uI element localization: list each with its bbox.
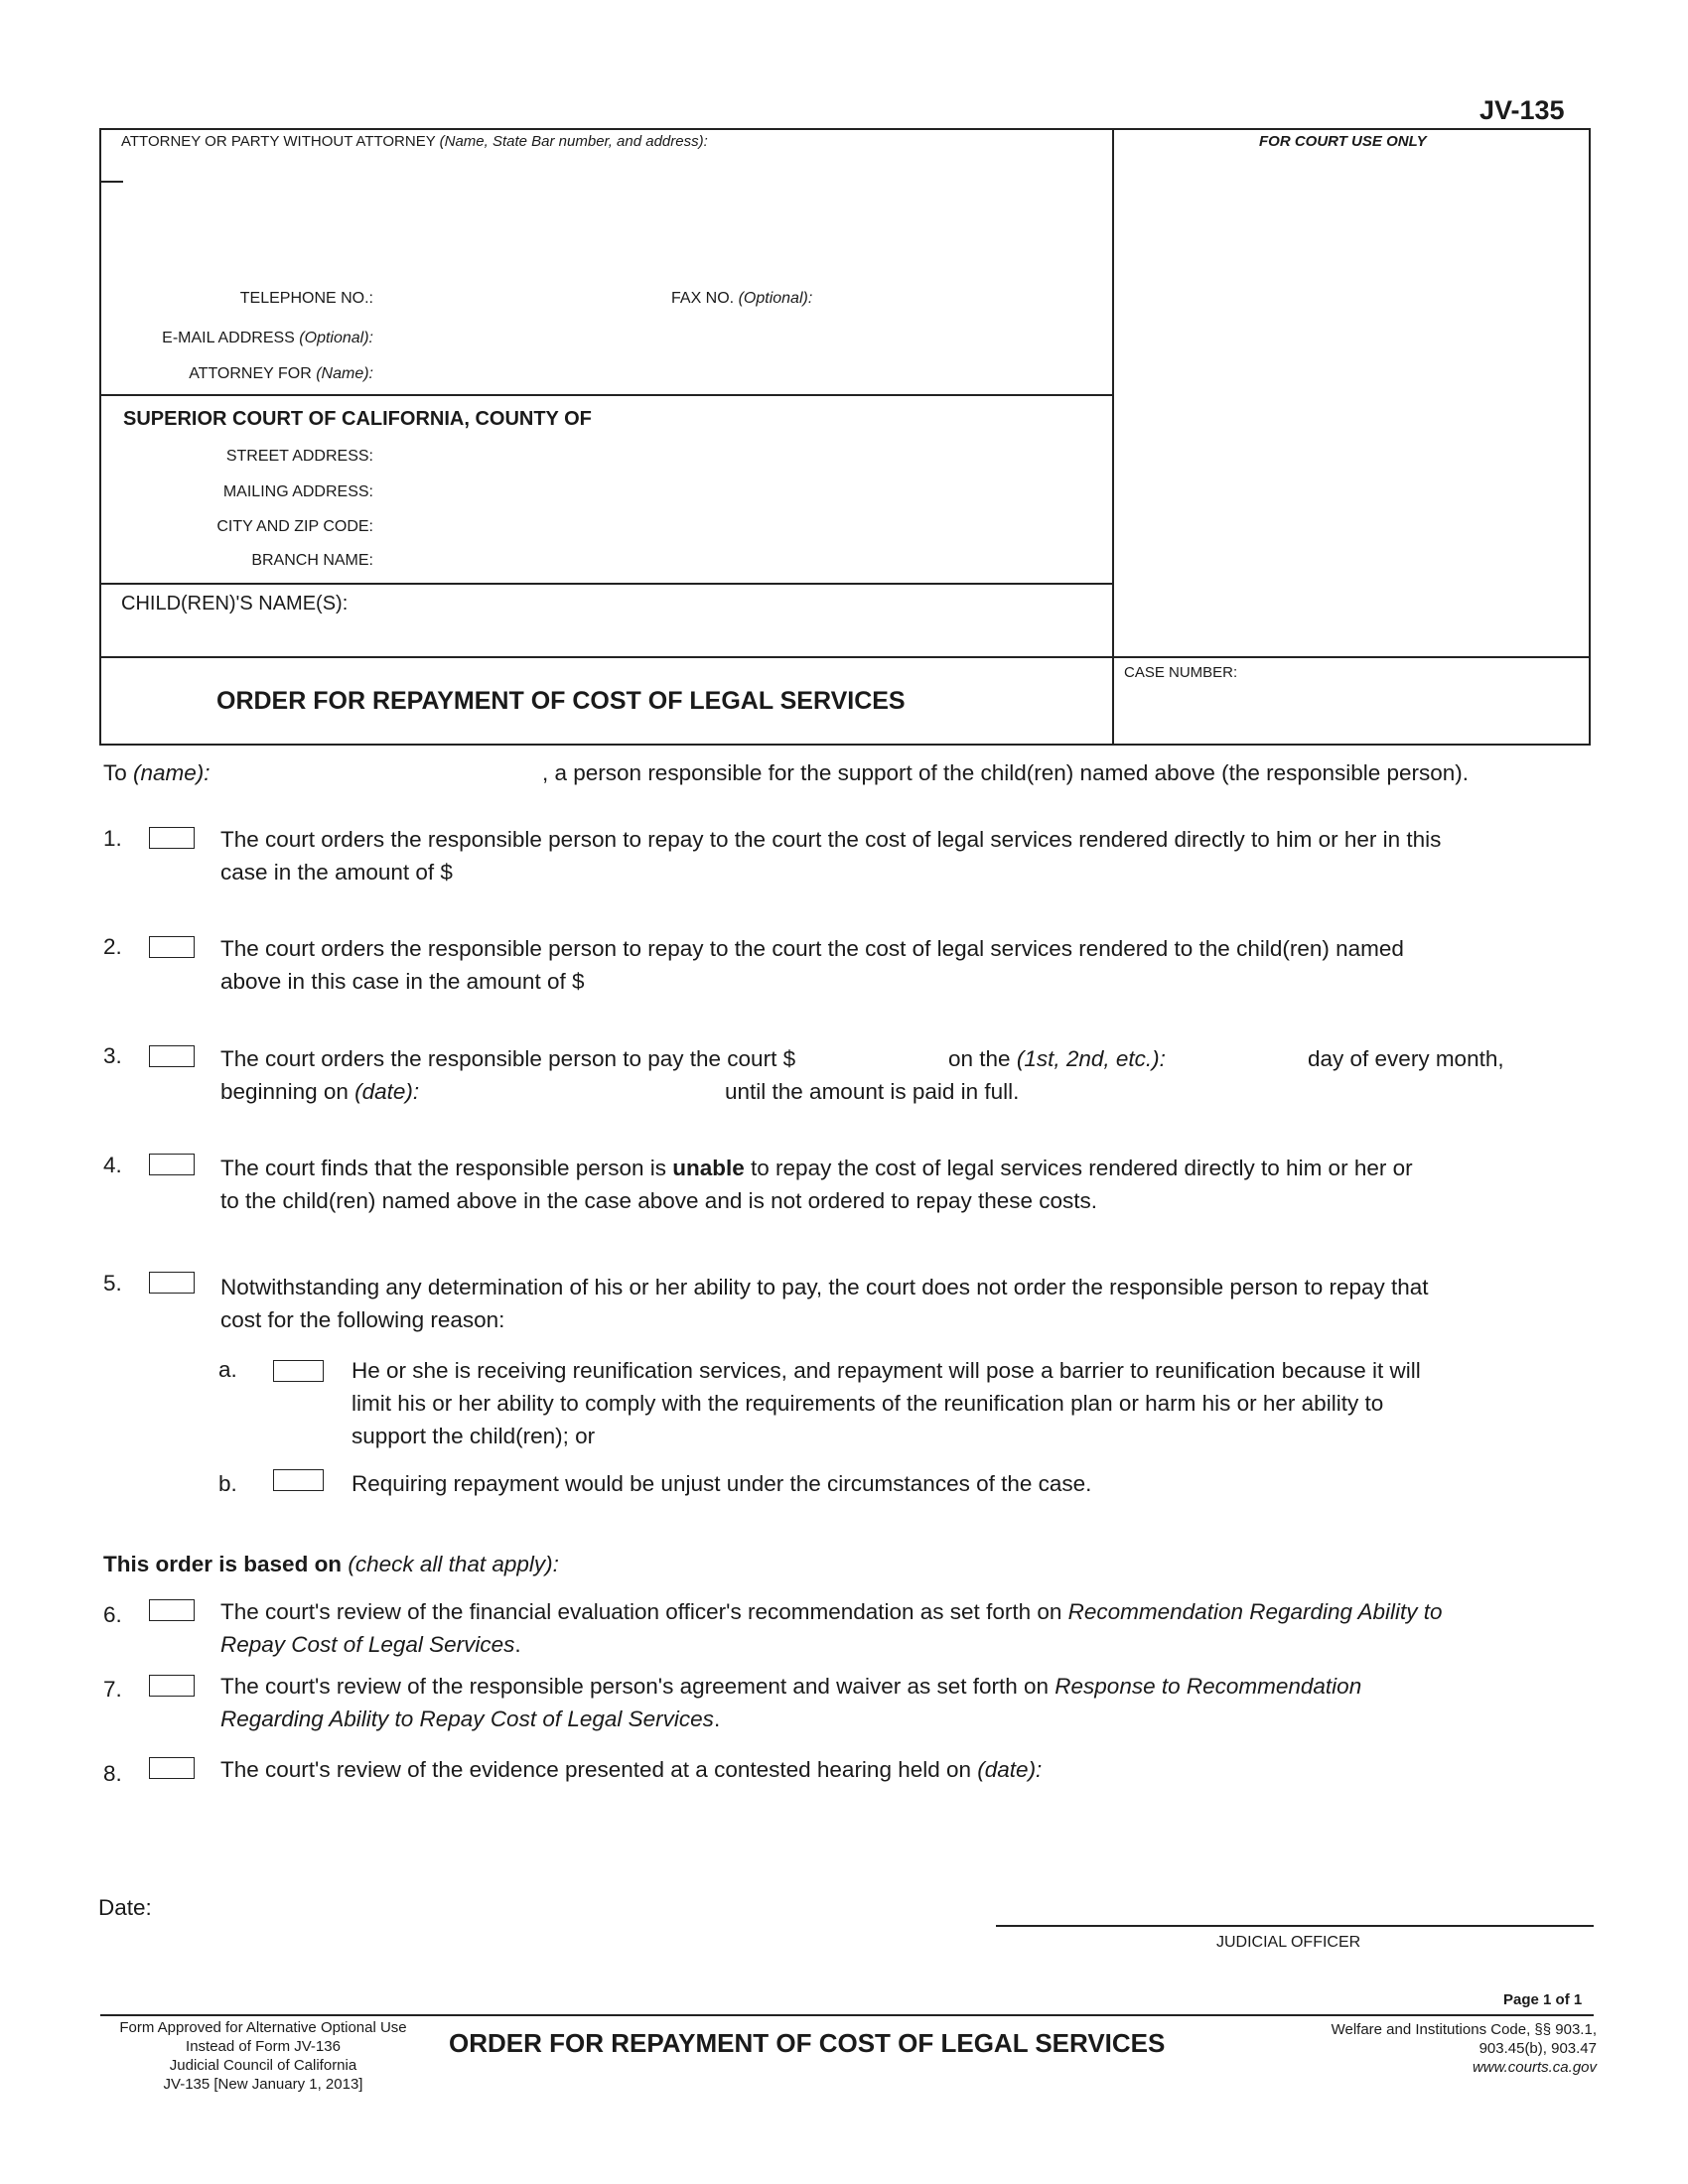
form-title: ORDER FOR REPAYMENT OF COST OF LEGAL SERVICES	[216, 687, 906, 715]
item-5b-text: Requiring repayment would be unjust under the circumstances of the case.	[352, 1471, 1092, 1496]
item-1-text: The court orders the responsible person to repay to the court the cost of legal services rendered directly to him or her in this case in the amount of $	[220, 827, 1442, 885]
divider	[101, 583, 1112, 585]
item-3-checkbox[interactable]	[149, 1045, 195, 1067]
form-number: JV-135	[1479, 95, 1565, 125]
court-name: SUPERIOR COURT OF CALIFORNIA, COUNTY OF	[123, 408, 592, 430]
branch-name-label: BRANCH NAME:	[251, 552, 373, 569]
item-7-text: The court's review of the responsible person's agreement and waiver as set forth on Response to Recommendation Regarding Ability to Repay Cost of Legal Services.	[220, 1674, 1362, 1731]
mailing-address-label: MAILING ADDRESS:	[222, 483, 373, 500]
item-number: 7.	[103, 1677, 122, 1702]
item-4-text: The court finds that the responsible person is unable to repay the cost of legal services rendered directly to him or her or to the child(ren) named above in the case above and is not ordered to repay these costs.	[220, 1156, 1413, 1213]
item-3-begin-text: beginning on (date):	[220, 1079, 420, 1104]
attorney-label: ATTORNEY OR PARTY WITHOUT ATTORNEY (Name, State Bar number, and address):	[121, 133, 708, 150]
item-5a-text: He or she is receiving reunification services, and repayment will pose a barrier to reunification because it will limit his or her ability to comply with the requirements of the reunification plan or harm his or her ability to support the child(ren); or	[352, 1358, 1421, 1448]
street-address-label: STREET ADDRESS:	[225, 448, 373, 465]
item-3-until-text: until the amount is paid in full.	[725, 1079, 1020, 1104]
item-5-checkbox[interactable]	[149, 1272, 195, 1294]
caption-box	[99, 128, 1591, 746]
email-label: E-MAIL ADDRESS (Optional):	[162, 330, 373, 346]
fax-label: FAX NO. (Optional):	[671, 290, 813, 307]
signature-line[interactable]	[996, 1925, 1594, 1927]
city-zip-label: CITY AND ZIP CODE:	[216, 518, 373, 535]
basis-heading: This order is based on (check all that apply):	[103, 1552, 559, 1576]
item-number: 2.	[103, 934, 122, 959]
item-1-checkbox[interactable]	[149, 827, 195, 849]
item-3-month-text: day of every month,	[1308, 1046, 1504, 1071]
intro-text: , a person responsible for the support of the child(ren) named above (the responsible person).	[542, 760, 1470, 785]
page-number: Page 1 of 1	[1503, 1991, 1583, 2008]
item-3-day-text: on the (1st, 2nd, etc.):	[948, 1046, 1166, 1071]
item-number: 5.	[103, 1271, 122, 1296]
item-4-checkbox[interactable]	[149, 1154, 195, 1175]
footer-title: ORDER FOR REPAYMENT OF COST OF LEGAL SERVICES	[449, 2028, 1166, 2058]
item-2-checkbox[interactable]	[149, 936, 195, 958]
case-number-label: CASE NUMBER:	[1124, 664, 1238, 681]
item-letter: a.	[218, 1357, 237, 1382]
item-number: 4.	[103, 1153, 122, 1177]
item-6-checkbox[interactable]	[149, 1599, 195, 1621]
to-label: To (name):	[103, 760, 211, 785]
item-8-checkbox[interactable]	[149, 1757, 195, 1779]
item-number: 1.	[103, 826, 122, 851]
item-number: 8.	[103, 1761, 122, 1786]
form-approval-info: Form Approved for Alternative Optional Use Instead of Form JV-136 Judicial Council of California JV-135 [New January 1, 2013]	[119, 2019, 407, 2093]
item-number: 6.	[103, 1602, 122, 1627]
item-number: 3.	[103, 1043, 122, 1068]
children-names-label: CHILD(REN)'S NAME(S):	[121, 593, 349, 614]
item-letter: b.	[218, 1471, 237, 1496]
court-use-only-label: FOR COURT USE ONLY	[1259, 133, 1427, 150]
telephone-label: TELEPHONE NO.:	[239, 290, 373, 307]
dash	[101, 181, 123, 183]
date-label: Date:	[98, 1895, 152, 1920]
divider	[101, 656, 1591, 658]
footer-rule	[100, 2014, 1594, 2016]
item-5-text: Notwithstanding any determination of his or her ability to pay, the court does not order the responsible person to repay that cost for the following reason:	[220, 1275, 1429, 1332]
item-5a-checkbox[interactable]	[273, 1360, 324, 1382]
item-2-text: The court orders the responsible person to repay to the court the cost of legal services rendered to the child(ren) named above in this case in the amount of $	[220, 936, 1404, 994]
attorney-for-label: ATTORNEY FOR (Name):	[189, 365, 373, 382]
website-link[interactable]: www.courts.ca.gov	[1472, 2059, 1597, 2076]
item-7-checkbox[interactable]	[149, 1675, 195, 1697]
item-8-text: The court's review of the evidence presented at a contested hearing held on (date):	[220, 1757, 1043, 1782]
item-3-amount-text: The court orders the responsible person to pay the court $	[220, 1046, 796, 1071]
judicial-officer-label: JUDICIAL OFFICER	[1216, 1934, 1361, 1951]
divider	[101, 394, 1112, 396]
item-5b-checkbox[interactable]	[273, 1469, 324, 1491]
divider	[1112, 130, 1114, 746]
item-6-text: The court's review of the financial evaluation officer's recommendation as set forth on Recommendation Regarding Ability to Repay Cost of Legal Services.	[220, 1599, 1443, 1657]
code-citation: Welfare and Institutions Code, §§ 903.1, 903.45(b), 903.47 www.courts.ca.gov	[1201, 2020, 1597, 2077]
